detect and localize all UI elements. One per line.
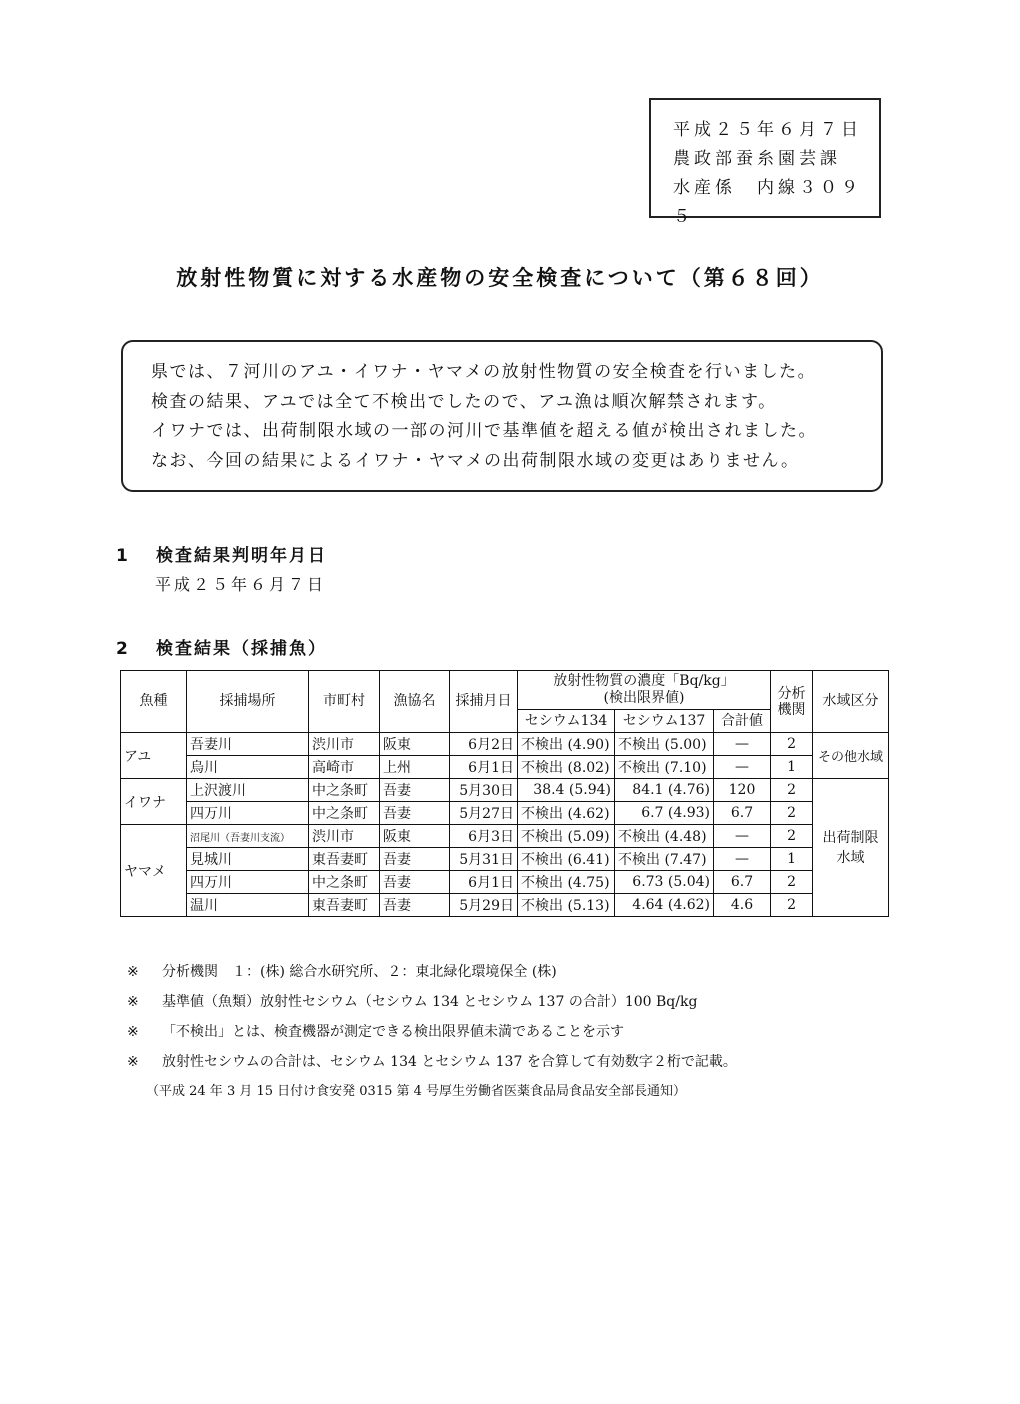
cs134-cell: 不検出 (5.13) xyxy=(518,894,615,917)
cs134-cell: 不検出 (8.02) xyxy=(518,756,615,779)
municipality-cell: 中之条町 xyxy=(309,871,380,894)
note-text: 放射性セシウムの合計は、セシウム 134 とセシウム 137 を合算して有効数字２桁で記載。 xyxy=(162,1054,737,1070)
lab-cell: 1 xyxy=(771,848,813,871)
cs134-cell: 不検出 (4.90) xyxy=(518,733,615,756)
concentration-header xyxy=(518,671,771,710)
lab-header: 分析機関 xyxy=(771,671,813,733)
issuer-contact: 水産係 内線３０９５ xyxy=(673,178,862,227)
lab-cell: 2 xyxy=(771,802,813,825)
location-cell: 四万川 xyxy=(187,802,309,825)
municipality-cell: 東吾妻町 xyxy=(309,848,380,871)
table-header-row xyxy=(121,671,889,710)
association-cell: 吾妻 xyxy=(380,848,450,871)
total-cell: 6.7 xyxy=(714,871,771,894)
section-1-value: 平成２５年６月７日 xyxy=(155,575,327,594)
table-row xyxy=(121,756,889,779)
concentration-title: 放射性物質の濃度「Bq/kg」 xyxy=(553,673,735,689)
section-1-heading xyxy=(116,541,327,566)
note-item xyxy=(127,1048,737,1078)
species-cell: ヤマメ xyxy=(121,825,187,917)
association-cell: 吾妻 xyxy=(380,802,450,825)
lab-cell: 2 xyxy=(771,894,813,917)
note-source: （平成 24 年 3 月 15 日付け食安発 0315 第 4 号厚生労働省医薬食品局食品安全部長通知） xyxy=(146,1084,687,1099)
date-cell: 5月31日 xyxy=(450,848,518,871)
date-cell: 6月3日 xyxy=(450,825,518,848)
total-cell: 4.6 xyxy=(714,894,771,917)
cs137-cell: 不検出 (7.47) xyxy=(615,848,714,871)
location-cell: 烏川 xyxy=(187,756,309,779)
lab-cell: 2 xyxy=(771,825,813,848)
issuer-box xyxy=(649,98,881,227)
municipality-cell: 中之条町 xyxy=(309,779,380,802)
date-cell: 6月1日 xyxy=(450,756,518,779)
municipality-cell: 渋川市 xyxy=(309,825,380,848)
table-row xyxy=(121,848,889,871)
species-header: 魚種 xyxy=(121,671,187,733)
date-cell: 5月30日 xyxy=(450,779,518,802)
cs134-cell: 不検出 (5.09) xyxy=(518,825,615,848)
table-row xyxy=(121,802,889,825)
summary-line: イワナでは、出荷制限水域の一部の河川で基準値を超える値が検出されました。 xyxy=(151,421,817,441)
cs134-cell: 38.4 (5.94) xyxy=(518,779,615,802)
summary-line: なお、今回の結果によるイワナ・ヤマメの出荷制限水域の変更はありません。 xyxy=(151,450,800,471)
section-number: 1 xyxy=(116,546,130,566)
note-mark: ※ xyxy=(127,964,139,980)
zone-header: 水域区分 xyxy=(813,671,889,733)
cs137-cell: 6.7 (4.93) xyxy=(615,802,714,825)
cs137-cell: 84.1 (4.76) xyxy=(615,779,714,802)
date-cell: 5月29日 xyxy=(450,894,518,917)
issuer-department: 農政部蚕糸園芸課 xyxy=(673,149,841,169)
lab-cell: 2 xyxy=(771,871,813,894)
total-cell: 6.7 xyxy=(714,802,771,825)
note-item xyxy=(127,958,737,988)
association-header: 漁協名 xyxy=(380,671,450,733)
cs137-cell: 不検出 (5.00) xyxy=(615,733,714,756)
summary-line: 県では、７河川のアユ・イワナ・ヤマメの放射性物質の安全検査を行いました。 xyxy=(151,362,817,382)
location-cell: 四万川 xyxy=(187,871,309,894)
note-text: 「不検出」とは、検査機器が測定できる検出限界値未満であることを示す xyxy=(162,1024,624,1040)
section-2-heading xyxy=(116,634,327,659)
location-cell: 沼尾川（吾妻川支流） xyxy=(187,825,309,848)
date-cell: 5月27日 xyxy=(450,802,518,825)
total-cell: — xyxy=(714,733,771,756)
document-title: 放射性物質に対する水産物の安全検査について（第６８回） xyxy=(176,266,824,290)
date-header: 採捕月日 xyxy=(450,671,518,733)
note-item xyxy=(127,988,737,1018)
note-text: 基準値（魚類）放射性セシウム（セシウム 134 とセシウム 137 の合計）100 Bq/kg xyxy=(162,994,698,1010)
lab-cell: 2 xyxy=(771,733,813,756)
note-text: 分析機関 １：(株) 総合水研究所、２：東北緑化環境保全 (株) xyxy=(162,964,557,980)
association-cell: 吾妻 xyxy=(380,894,450,917)
location-cell: 見城川 xyxy=(187,848,309,871)
association-cell: 上州 xyxy=(380,756,450,779)
cs137-header: セシウム137 xyxy=(615,710,714,733)
table-row xyxy=(121,871,889,894)
species-cell: アユ xyxy=(121,733,187,779)
date-cell: 6月2日 xyxy=(450,733,518,756)
date-cell: 6月1日 xyxy=(450,871,518,894)
association-cell: 吾妻 xyxy=(380,871,450,894)
species-cell: イワナ xyxy=(121,779,187,825)
summary-line: 検査の結果、アユでは全て不検出でしたので、アユ漁は順次解禁されます。 xyxy=(151,391,777,412)
notes xyxy=(127,958,737,1108)
municipality-cell: 中之条町 xyxy=(309,802,380,825)
cs134-cell: 不検出 (4.75) xyxy=(518,871,615,894)
zone-cell: その他水域 xyxy=(813,733,889,779)
total-header: 合計値 xyxy=(714,710,771,733)
association-cell: 阪東 xyxy=(380,733,450,756)
lab-cell: 2 xyxy=(771,779,813,802)
municipality-cell: 渋川市 xyxy=(309,733,380,756)
cs137-cell: 不検出 (4.48) xyxy=(615,825,714,848)
cs137-cell: 6.73 (5.04) xyxy=(615,871,714,894)
section-title: 検査結果判明年月日 xyxy=(156,546,327,566)
total-cell: — xyxy=(714,825,771,848)
cs134-cell: 不検出 (6.41) xyxy=(518,848,615,871)
location-cell: 上沢渡川 xyxy=(187,779,309,802)
table-row xyxy=(121,779,889,802)
cs137-cell: 不検出 (7.10) xyxy=(615,756,714,779)
municipality-cell: 高崎市 xyxy=(309,756,380,779)
location-cell: 温川 xyxy=(187,894,309,917)
zone-cell: 出荷制限水域 xyxy=(813,779,889,917)
note-item xyxy=(127,1018,737,1048)
total-cell: — xyxy=(714,756,771,779)
municipality-cell: 東吾妻町 xyxy=(309,894,380,917)
note-mark: ※ xyxy=(127,1054,139,1070)
note-mark: ※ xyxy=(127,994,139,1010)
cs134-header: セシウム134 xyxy=(518,710,615,733)
location-header: 採捕場所 xyxy=(187,671,309,733)
results-table xyxy=(120,670,889,917)
table-row xyxy=(121,825,889,848)
detection-limit-note: (検出限界値) xyxy=(603,690,685,706)
total-cell: 120 xyxy=(714,779,771,802)
cs134-cell: 不検出 (4.62) xyxy=(518,802,615,825)
section-title: 検査結果（採捕魚） xyxy=(156,639,327,659)
association-cell: 阪東 xyxy=(380,825,450,848)
lab-cell: 1 xyxy=(771,756,813,779)
cs137-cell: 4.64 (4.62) xyxy=(615,894,714,917)
summary-box xyxy=(121,340,883,492)
table-row xyxy=(121,733,889,756)
note-mark: ※ xyxy=(127,1024,139,1040)
section-number: 2 xyxy=(116,639,130,659)
association-cell: 吾妻 xyxy=(380,779,450,802)
issue-date: 平成２５年６月７日 xyxy=(673,120,862,140)
municipality-header: 市町村 xyxy=(309,671,380,733)
table-row xyxy=(121,894,889,917)
total-cell: — xyxy=(714,848,771,871)
location-cell: 吾妻川 xyxy=(187,733,309,756)
